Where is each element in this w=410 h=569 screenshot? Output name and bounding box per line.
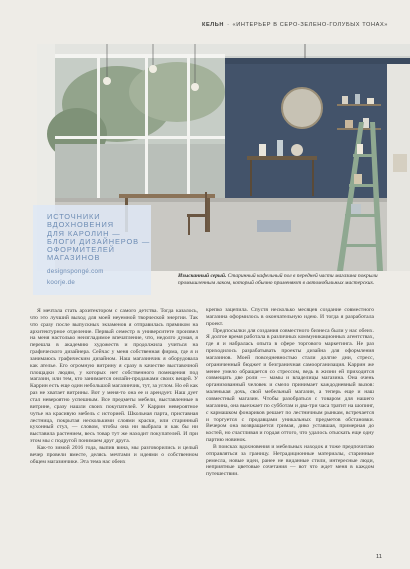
paragraph: Предпосылки для создания совместного бизнеса были у нас обеих. Я долгое время работала в различных коммуникационных агентствах, где я и набралась опыта в сфере торгового маркетинга. Не раз приходилось разрабатывать проекты дизайна для оформления магазинов. Моей повседневностью стали долгие дни, стресс, ограниченный бюджет и безграничная самоорганизация. Каррин же менее умело обращается со стрессом, ведь в жизни ей приходится совмещать две роли — мамы и владелицы магазина. Она очень организованный человек и смело принимает каждодневный вызов: маленькая дочь, свой мебельный магазин, а теперь еще и наш совместный магазин. Чтобы разобраться с товаром для нашего магазина, она выезжает по субботам и два-три часа тратит на шопинг, с кармашком фонариков решает по лестничным рынкам, встречается и торгуется с продавцами уникальных предметов обстановки. Вечером она возвращается гримая, дико уставшая, примерная до костей, но счастливая и гордая оттого, что удалось отыскать еще одну партию новинок. bbox=[206, 327, 374, 444]
sidebar-title-line: БЛОГИ ДИЗАЙНЕРОВ — bbox=[47, 236, 151, 246]
header-title: «ИНТЕРЬЕР В СЕРО-ЗЕЛЕНО-ГОЛУБЫХ ТОНАХ» bbox=[232, 22, 388, 28]
sidebar-link[interactable]: designspongé.com bbox=[47, 268, 104, 275]
sidebar-title bbox=[47, 212, 151, 263]
caption-lead: Изысканный серый. bbox=[178, 273, 227, 279]
text-column-right bbox=[206, 307, 374, 478]
sidebar-title-line: ОФОРМИТЕЛЕЙ bbox=[47, 245, 115, 255]
sidebar-title-line: МАГАЗИНОВ bbox=[47, 253, 101, 263]
paragraph: В поисках вдохновения и мебельных находок я тоже предпочитаю отправляться за границу. Нетрадиционные материалы, старинные ремесла, новые идеи, ранее не виданные стили, интересные люди, неприятные цветовые сочетания — вот что ждет меня в каждом путешествии. bbox=[206, 443, 374, 478]
sidebar-link[interactable]: koorje.de bbox=[47, 279, 76, 286]
page-number: 11 bbox=[375, 554, 382, 560]
caption-text: Старинный кафельный пол в передней части магазина покрыли промышленным лаком, который обычно применяют в автомобильных мастерских. bbox=[178, 273, 378, 286]
text-column-left bbox=[30, 308, 198, 465]
photo-caption bbox=[178, 273, 384, 287]
paragraph: Как-то зимой 2016 года, выпив вина, мы разговорились и целый вечер провели вместе, делясь мечтами и идеями о собственном общем магазинчике. Эта тема нас обеих bbox=[30, 444, 198, 465]
sidebar-title-line: ДЛЯ КАРОЛИН — bbox=[47, 228, 121, 238]
running-header bbox=[202, 22, 388, 28]
paragraph: Я мечтала стать архитектором с самого детства. Тогда казалось, что это лучший выход для моей неуемной творческой энергии. Так что сразу после выпускных экзаменов я отправилась прямиком на архитектурное отделение. Первый семестр в университете произвел на меня настолько неизгладимое впечатление, что, недолго думая, я перешла в академию художеств и продолжила учиться на графического дизайнера. Сейчас у меня собственная фирма, где я и занимаюсь графическим дизайном. Наш магазинчик я оборудовала как ателье. Его огромную витрину я сразу в качестве выставочной площадки людям, у которых нет собственного помещения под магазин, или тем, кто занимается онлайн-продажами своих вещей. У Каррин есть еще один небольшой магазинчик, тут, за углом. Но ей как раз не хватает витрины. Вот у меня-то она ее и арендует. Наш дует стал невероятно успешным. Все предметы мебели, выставленные в витрине, сразу нашли своих покупателей. У Каррин невероятное чутье на красивую мебель с историей. Школьная парта, приставная лестница, покрытая несколькими слоями краски, или старинный кухонный стул, — словом, чтобы она ни выбрала и как бы ни выставила растением, весь товар тут же находит покупателей. И при этом мы с подругой понимаем друг друга. bbox=[30, 308, 198, 445]
sidebar-title-line: ВДОХНОВЕНИЯ bbox=[47, 220, 114, 230]
paragraph: крепко зацепила. Спустя несколько месяцев создание совместного магазина оформилось в окончательную идею. И тогда я разработала проект. bbox=[206, 307, 374, 327]
header-city: КЕЛЬН bbox=[201, 22, 225, 28]
header-separator: · bbox=[227, 22, 230, 28]
sidebar-title-line: ИСТОЧНИКИ bbox=[47, 212, 101, 221]
